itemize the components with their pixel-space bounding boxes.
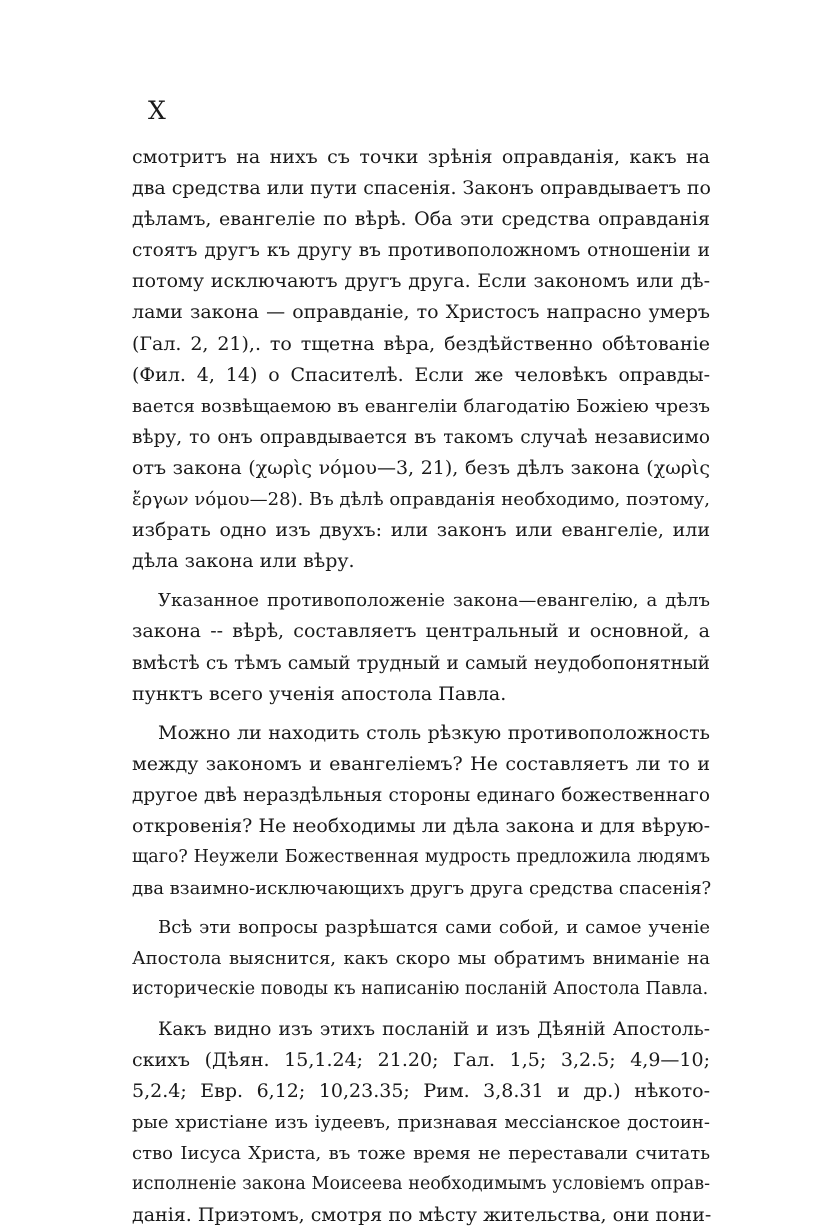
paragraph-gap	[132, 1006, 710, 1014]
text-line: историческіе поводы къ написанію посланій Апостола Павла.	[132, 979, 709, 1000]
text-line: рые христіане изъ іудеевъ, признавая мессіанское достоин-	[132, 1111, 710, 1133]
text-line: Апостола выяснится, какъ скоро мы обратимъ вниманіе на	[132, 948, 710, 970]
paragraph	[132, 1014, 710, 1231]
text-line: откровенія? Не необходимы ли дѣла закона и для вѣрую-	[132, 814, 710, 837]
text-line: закона -- вѣрѣ, составляетъ центральный и основной, а	[132, 620, 710, 643]
text-line: (Фил. 4, 14) о Спасителѣ. Если же человѣкъ оправды-	[132, 363, 710, 386]
text-line: (Гал. 2, 21),. то тщетна вѣра, бездѣйственно обѣтованіе	[132, 332, 710, 355]
text-line: вмѣстѣ съ тѣмъ самый трудный и самый неудобопонятный	[132, 652, 710, 674]
paragraph-gap	[132, 710, 710, 718]
text-line: другое двѣ нераздѣльныя стороны единаго божественнаго	[132, 784, 710, 806]
text-line: избрать одно изъ двухъ: или законъ или евангеліе, или	[132, 519, 710, 542]
text-line: потому исключаютъ другъ друга. Если закономъ или дѣ-	[132, 270, 710, 293]
text-line: Всѣ эти вопросы разрѣшатся сами собой, и самое ученіе	[158, 917, 710, 939]
text-line: ἔργων νόμου—28). Въ дѣлѣ оправданія необходимо, поэтому,	[132, 489, 710, 511]
body-text	[132, 142, 710, 1231]
text-line: два средства или пути спасенія. Законъ оправдываетъ по	[132, 177, 711, 200]
text-line: лами закона — оправданіе, то Христосъ напрасно умеръ	[132, 301, 710, 324]
paragraph	[132, 912, 710, 1005]
paragraph-gap	[132, 577, 710, 585]
text-line: между закономъ и евангеліемъ? Не составляетъ ли то и	[132, 752, 710, 775]
text-line: отъ закона (χωρὶς νόμου—3, 21), безъ дѣлъ закона (χωρὶς	[132, 456, 710, 479]
paragraph-gap	[132, 904, 710, 912]
text-line: исполненіе закона Моисеева необходимымъ условіемъ оправ-	[132, 1174, 710, 1194]
text-line: дѣла закона или вѣру.	[132, 550, 355, 573]
text-line: скихъ (Дѣян. 15,1.24; 21.20; Гал. 1,5; 3,2.5; 4,9—10;	[132, 1048, 710, 1071]
text-line: Можно ли находить столь рѣзкую противоположность	[158, 721, 710, 744]
text-line: пунктъ всего ученія апостола Павла.	[132, 682, 507, 705]
text-line: щаго? Неужели Божественная мудрость предложила людямъ	[132, 847, 710, 868]
text-line: Какъ видно изъ этихъ посланій и изъ Дѣяній Апостоль-	[158, 1018, 710, 1040]
text-line: вѣру, то онъ оправдывается въ такомъ случаѣ независимо	[132, 426, 710, 448]
text-line: данія. Приэтомъ, смотря по мѣсту жительства, они пони-	[132, 1204, 712, 1227]
text-line: стоятъ другъ къ другу въ противоположномъ отношеніи и	[132, 240, 710, 262]
text-line: два взаимно-исключающихъ другъ друга средства спасенія?	[132, 878, 712, 900]
page-number: X	[148, 96, 167, 125]
paragraph	[132, 585, 710, 709]
paragraph	[132, 718, 710, 905]
text-line: 5,2.4; Евр. 6,12; 10,23.35; Рим. 3,8.31 и др.) нѣкото-	[132, 1079, 710, 1102]
paragraph	[132, 142, 710, 577]
text-line: дѣламъ, евангеліе по вѣрѣ. Оба эти средства оправданія	[132, 208, 710, 231]
text-line: вается возвѣщаемою въ евангеліи благодатію Божіею чрезъ	[132, 395, 710, 417]
text-line: смотритъ на нихъ съ точки зрѣнія оправданія, какъ на	[132, 146, 710, 168]
text-line: Указанное противоположеніе закона—евангелію, а дѣлъ	[158, 590, 710, 612]
text-line: ство Іисуса Христа, въ тоже время не переставали считать	[132, 1142, 710, 1164]
